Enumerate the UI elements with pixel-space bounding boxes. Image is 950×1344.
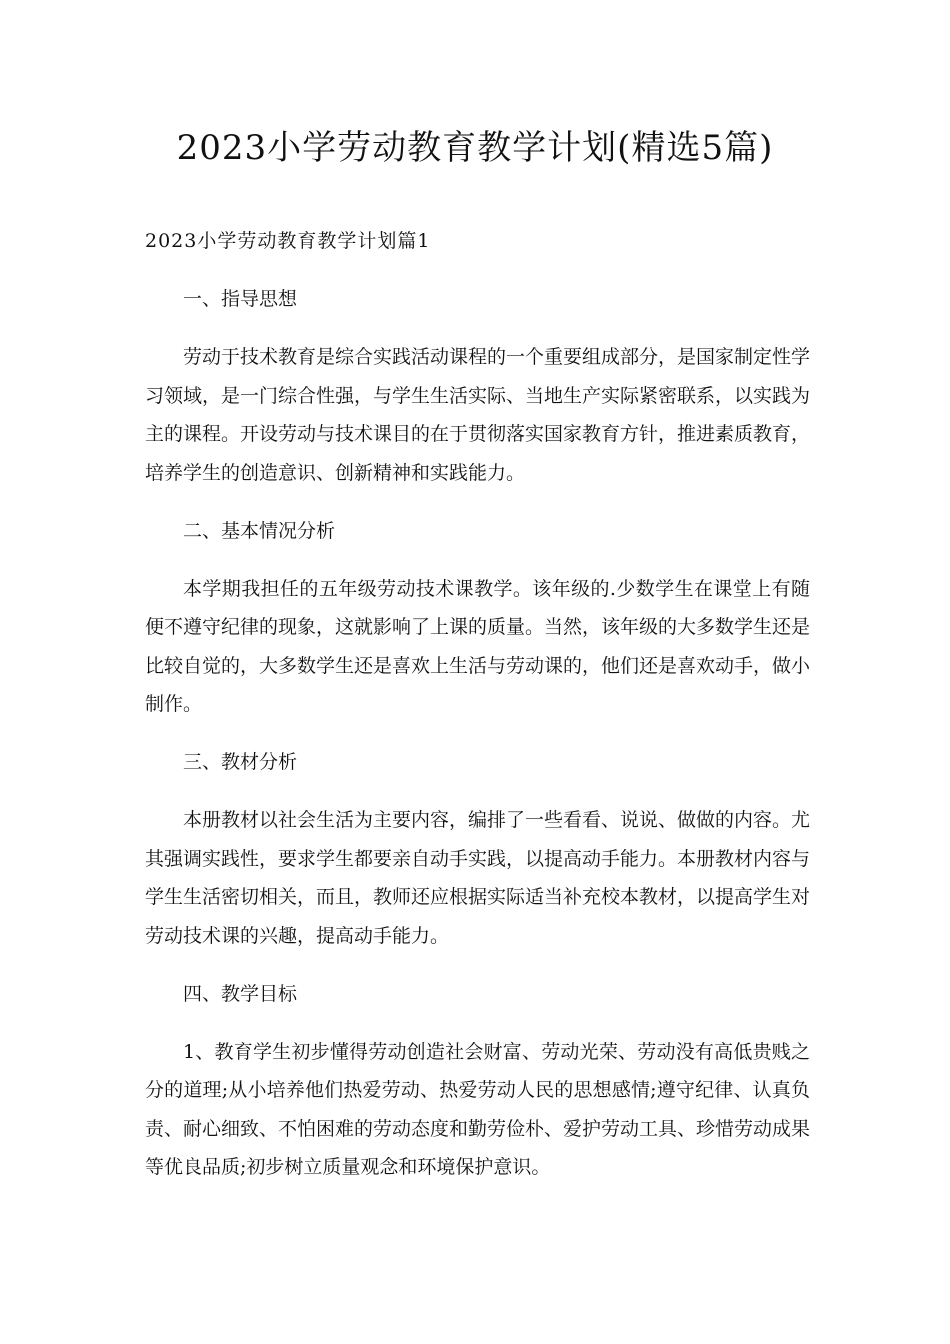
section-heading-teaching-goals: 四、教学目标 [183,982,298,1005]
section-heading-situation-analysis: 二、基本情况分析 [183,519,336,542]
paragraph-teaching-goals: 1、教育学生初步懂得劳动创造社会财富、劳动光荣、劳动没有高低贵贱之分的道理;从小培养他们热爱劳动、热爱劳动人民的思想感情;遵守纪律、认真负责、耐心细致、不怕困难的劳动态度和勤劳俭朴、爱护劳动工具、珍惜劳动成果等优良品质;初步树立质量观念和环境保护意识。 [145,1040,811,1178]
section-heading-textbook-analysis: 三、教材分析 [183,751,298,773]
paragraph-situation-analysis: 本学期我担任的五年级劳动技术课教学。该年级的.少数学生在课堂上有随便不遵守纪律的现象，这就影响了上课的质量。当然，该年级的大多数学生还是比较自觉的，大多数学生还是喜欢上生活与劳动课的，他们还是喜欢动手，做小制作。 [145,577,811,715]
document-title: 2023小学劳动教育教学计划(精选5篇) [176,128,774,168]
document-body [145,222,810,1206]
section-heading-guiding-ideology: 一、指导思想 [183,288,298,310]
paragraph-guiding-ideology: 劳动于技术教育是综合实践活动课程的一个重要组成部分，是国家制定性学习领域，是一门综合性强，与学生生活实际、当地生产实际紧密联系，以实践为主的课程。开设劳动与技术课目的在于贯彻落实国家教育方针，推进素质教育，培养学生的创造意识、创新精神和实践能力。 [145,346,811,484]
paragraph-textbook-analysis: 本册教材以社会生活为主要内容，编排了一些看看、说说、做做的内容。尤其强调实践性，要求学生都要亲自动手实践，以提高动手能力。本册教材内容与学生生活密切相关，而且，教师还应根据实际适当补充校本教材，以提高学生对劳动技术课的兴趣，提高动手能力。 [145,809,811,947]
article-subtitle: 2023小学劳动教育教学计划篇1 [145,230,431,252]
